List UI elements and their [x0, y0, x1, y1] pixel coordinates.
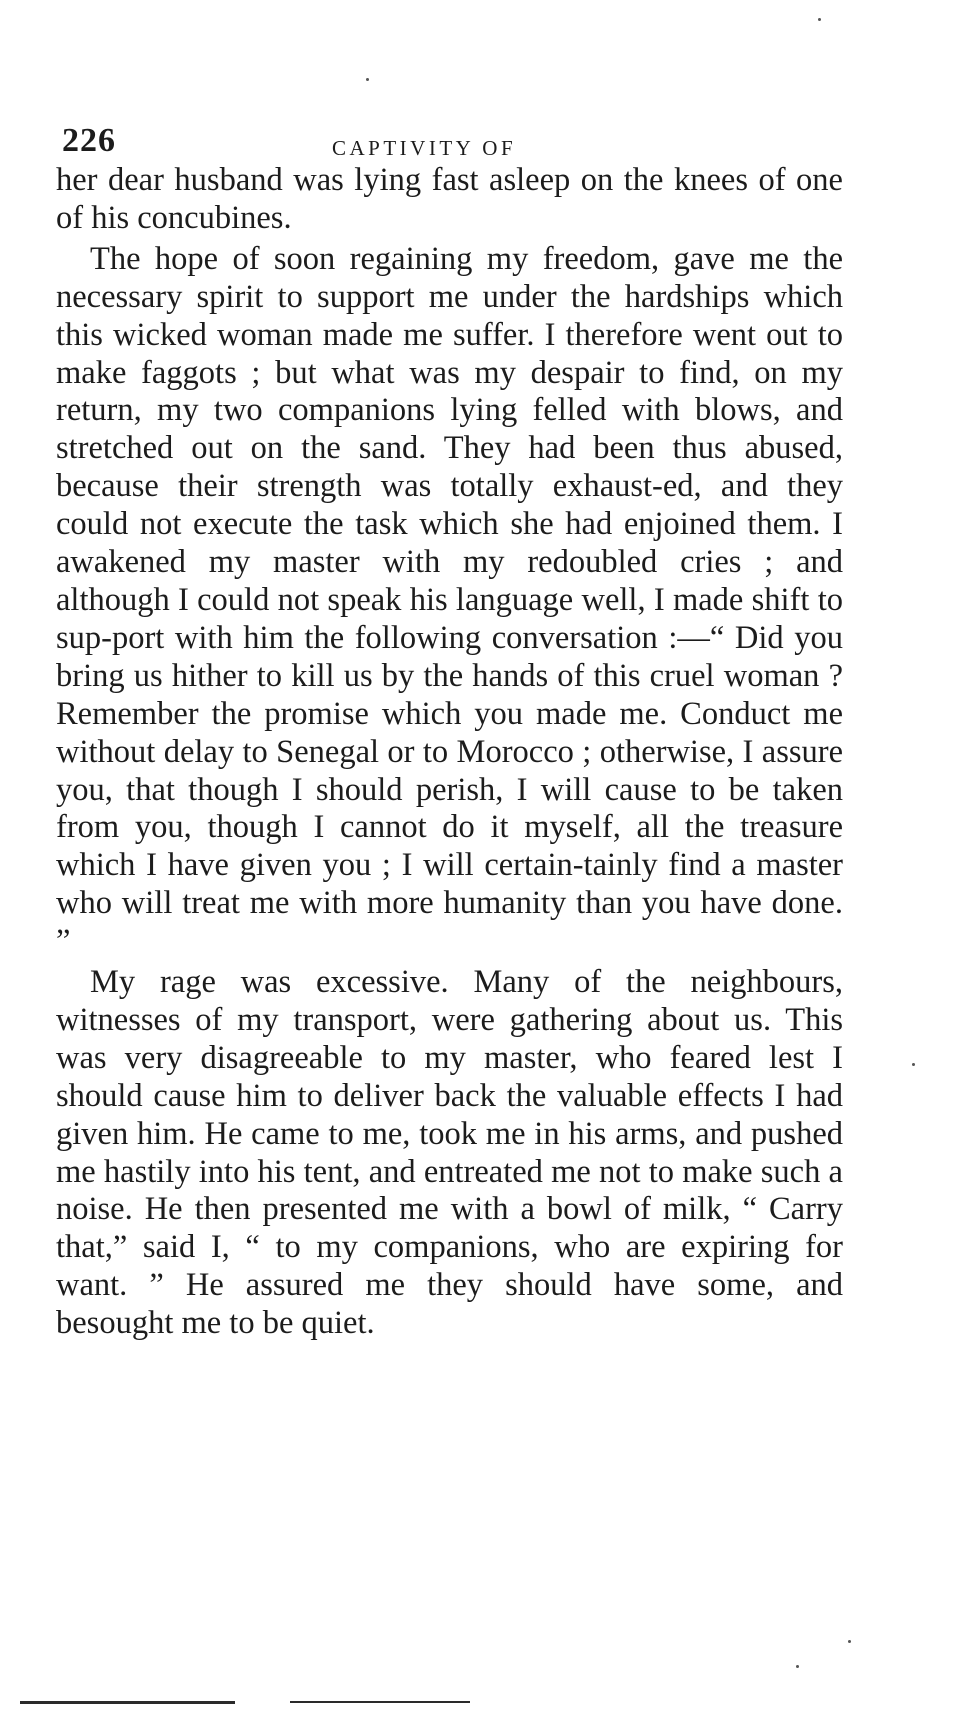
- print-speck: [818, 18, 821, 21]
- print-speck: [796, 1665, 799, 1668]
- paragraph-continuation: her dear husband was lying fast asleep on the knees of one of his concubines.: [56, 162, 843, 236]
- bottom-rule-left: [20, 1701, 235, 1704]
- page-header: [62, 122, 842, 166]
- print-speck: [848, 1640, 851, 1643]
- paragraph: The hope of soon regaining my freedom, gave me the necessary spirit to support me under the hardships which this wicked woman made me suffer. I therefore went out to make faggots ; but what was my despair to find, on my return, my two companions lying felled with blows, and stretched out on the sand. They had been thus abused, because their strength was totally exhaust-ed, and they could not execute the task which she had enjoined them. I awakened my master with my redoubled cries ; and although I could not speak his language well, I made shift to sup-port with him the following conversation :—“ Did you bring us hither to kill us by the hands of this cruel woman ? Remember the promise which you made me. Conduct me without delay to Senegal or to Morocco ; otherwise, I assure you, that though I should perish, I will cause to be taken from you, though I cannot do it myself, all the treasure which I have given you ; I will certain-tainly find a master who will treat me with more humanity than you have done. ”: [56, 240, 843, 960]
- running-head: CAPTIVITY OF: [332, 136, 517, 160]
- print-speck: [912, 1063, 915, 1066]
- body-text: [56, 162, 843, 1346]
- page-number: 226: [62, 122, 116, 159]
- paragraph: My rage was excessive. Many of the neighbours, witnesses of my transport, were gathering about us. This was very disagreeable to my master, who feared lest I should cause him to deliver back the valuable effects I had given him. He came to me, took me in his arms, and pushed me hastily into his tent, and entreated me not to make such a noise. He then presented me with a bowl of milk, “ Carry that,” said I, “ to my companions, who are expiring for want. ” He assured me they should have some, and besought me to be quiet.: [56, 964, 843, 1342]
- print-speck: [366, 78, 369, 81]
- bottom-rule-right: [290, 1701, 470, 1703]
